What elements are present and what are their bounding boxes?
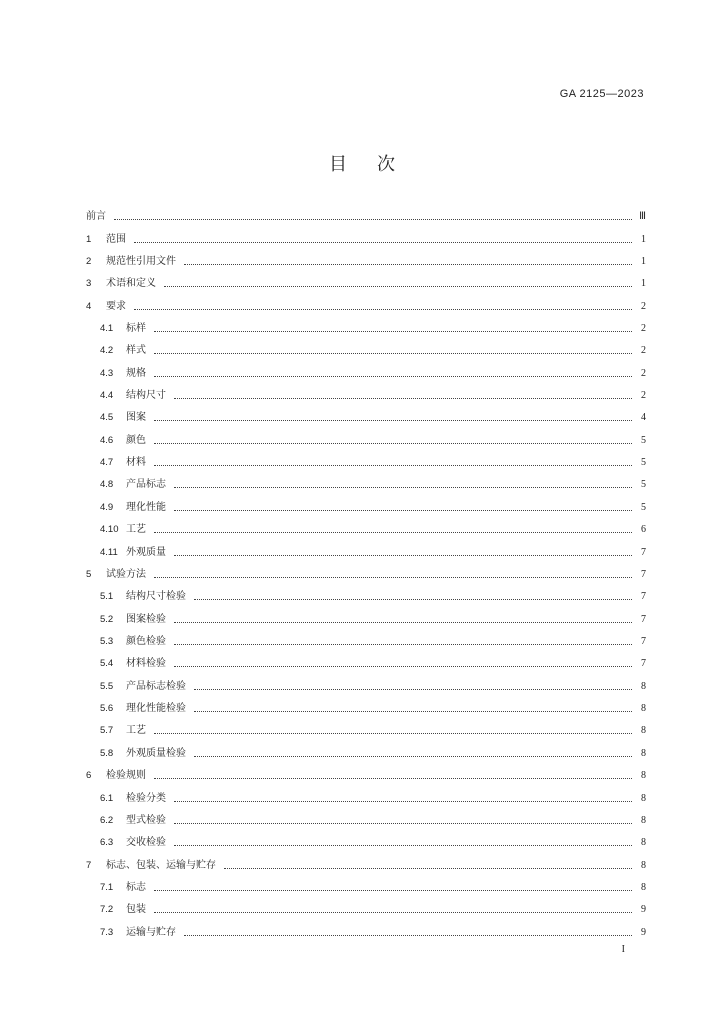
dot-leader (194, 688, 632, 690)
toc-entry-page: Ⅲ (639, 211, 646, 223)
dot-leader (154, 889, 632, 891)
dot-leader (154, 375, 632, 377)
toc-entry-number: 5.3 (100, 636, 114, 647)
toc-entry-title: 外观质量检验 (126, 747, 186, 759)
toc-entry-number: 5.4 (100, 658, 114, 670)
toc-entry-title: 型式检验 (126, 814, 166, 826)
toc-entry[interactable] (86, 854, 646, 876)
toc-entry[interactable] (86, 787, 646, 809)
toc-entry-number: 6.2 (100, 814, 114, 826)
dot-leader (184, 934, 632, 936)
toc-entry-title: 范围 (106, 233, 126, 245)
toc-entry[interactable] (86, 564, 646, 586)
dot-leader (154, 732, 632, 734)
toc-entry-number: 6.1 (100, 792, 114, 804)
dot-leader (174, 844, 632, 846)
toc-entry-page: 5 (641, 479, 646, 491)
toc-entry-title: 检验规则 (106, 770, 146, 782)
toc-entry[interactable] (86, 228, 646, 250)
dot-leader (154, 464, 632, 466)
dot-leader (184, 263, 632, 265)
toc-entry-number: 6.3 (100, 837, 114, 849)
toc-entry[interactable] (86, 385, 646, 407)
toc-entry[interactable] (86, 407, 646, 429)
toc-entry-title: 结构尺寸检验 (126, 591, 186, 603)
toc-entry[interactable] (86, 251, 646, 273)
toc-entry-page: 7 (641, 658, 646, 670)
toc-entry[interactable] (86, 497, 646, 519)
dot-leader (174, 621, 632, 623)
toc-entry-number: 4.11 (100, 546, 118, 558)
toc-entry-page: 2 (641, 345, 646, 357)
dot-leader (174, 643, 632, 645)
dot-leader (164, 285, 632, 287)
toc-entry-title: 材料 (126, 457, 146, 469)
toc-entry[interactable] (86, 922, 646, 944)
toc-entry[interactable] (86, 676, 646, 698)
toc-entry[interactable] (86, 340, 646, 362)
toc-entry-title: 颜色检验 (126, 636, 166, 647)
toc-entry-title: 标样 (126, 322, 146, 334)
toc-entry-number: 4.10 (100, 524, 119, 536)
toc-entry[interactable] (86, 743, 646, 765)
toc-entry-page: 8 (641, 814, 646, 826)
page-number: I (621, 944, 625, 955)
toc-entry[interactable] (86, 363, 646, 385)
dot-leader (174, 822, 632, 824)
dot-leader (224, 867, 632, 869)
toc-entry-title: 图案检验 (126, 613, 166, 625)
dot-leader (174, 554, 632, 556)
dot-leader (194, 598, 632, 600)
toc-entry[interactable] (86, 273, 646, 295)
toc-entry[interactable] (86, 295, 646, 317)
toc-entry-number: 4 (86, 300, 92, 312)
toc-entry-title: 试验方法 (106, 568, 146, 580)
dot-leader (174, 397, 632, 399)
dot-leader (154, 330, 632, 332)
toc-entry-number: 3 (86, 278, 92, 290)
toc-entry-title: 前言 (86, 211, 106, 223)
dot-leader (174, 665, 632, 667)
toc-entry-number: 4.2 (100, 345, 114, 357)
toc-entry-page: 8 (641, 792, 646, 804)
toc-entry-title: 标志 (126, 881, 146, 893)
toc-entry-page: 1 (641, 255, 646, 267)
toc-entry-page: 7 (641, 546, 646, 558)
toc-entry-title: 产品标志检验 (126, 680, 186, 692)
toc-entry[interactable] (86, 832, 646, 854)
toc-entry-page: 7 (641, 636, 646, 647)
toc-entry-title: 外观质量 (126, 546, 166, 558)
toc-entry[interactable] (86, 474, 646, 496)
toc-entry-number: 6 (86, 770, 92, 782)
toc-entry-title: 工艺 (126, 524, 146, 536)
toc-entry-number: 4.9 (100, 501, 114, 513)
toc-entry[interactable] (86, 899, 646, 921)
toc-entry-page: 5 (641, 457, 646, 469)
toc-entry-number: 5 (86, 568, 92, 580)
toc-entry-title: 包装 (126, 904, 146, 916)
toc-entry-number: 4.4 (100, 390, 114, 402)
toc-entry-title: 图案 (126, 412, 146, 424)
toc-entry[interactable] (86, 519, 646, 541)
toc-entry-title: 规格 (126, 367, 146, 379)
toc-entry-number: 5.7 (100, 725, 114, 737)
toc-entry-number: 7 (86, 859, 92, 871)
toc-entry-title: 颜色 (126, 434, 146, 446)
toc-entry-page: 7 (641, 613, 646, 625)
page-title: 目次 (329, 154, 425, 175)
toc-entry[interactable] (86, 765, 646, 787)
toc-entry-page: 7 (641, 568, 646, 580)
toc-entry[interactable] (86, 206, 646, 228)
toc-entry[interactable] (86, 452, 646, 474)
toc-entry-page: 8 (641, 837, 646, 849)
toc-entry-page: 2 (641, 300, 646, 312)
toc-entry-page: 5 (641, 501, 646, 513)
toc-entry-page: 7 (641, 591, 646, 603)
toc-entry[interactable] (86, 318, 646, 340)
toc-entry[interactable] (86, 877, 646, 899)
toc-entry-number: 2 (86, 255, 92, 267)
standard-code: GA 2125—2023 (559, 88, 644, 100)
toc-entry-title: 交收检验 (126, 837, 166, 849)
dot-leader (154, 352, 632, 354)
toc-entry-number: 5.5 (100, 680, 114, 692)
dot-leader (154, 531, 632, 533)
dot-leader (154, 777, 632, 779)
toc-entry[interactable] (86, 653, 646, 675)
toc-entry-number: 7.3 (100, 926, 114, 938)
toc-entry-title: 运输与贮存 (126, 926, 176, 938)
dot-leader (174, 800, 632, 802)
toc-entry-title: 理化性能检验 (126, 703, 186, 715)
dot-leader (134, 241, 632, 243)
toc-entry-page: 6 (641, 524, 646, 536)
toc-entry-page: 9 (641, 926, 646, 938)
dot-leader (154, 576, 632, 578)
toc-entry-title: 工艺 (126, 725, 146, 737)
toc-entry-page: 9 (641, 904, 646, 916)
toc-entry-title: 材料检验 (126, 658, 166, 670)
dot-leader (154, 419, 632, 421)
toc-entry-page: 1 (641, 278, 646, 290)
toc-entry[interactable] (86, 810, 646, 832)
toc-entry-title: 样式 (126, 345, 146, 357)
toc-entry-number: 7.2 (100, 904, 114, 916)
toc-entry-number: 4.7 (100, 457, 114, 469)
toc-entry-page: 2 (641, 367, 646, 379)
toc-entry-number: 5.1 (100, 591, 114, 603)
toc-entry-number: 4.1 (100, 322, 114, 334)
toc-entry[interactable] (86, 541, 646, 563)
toc-entry-number: 5.2 (100, 613, 114, 625)
toc-entry-title: 结构尺寸 (126, 390, 166, 402)
toc-entry-number: 4.5 (100, 412, 114, 424)
toc-entry-page: 4 (641, 412, 646, 424)
dot-leader (114, 218, 632, 220)
toc-entry-number: 5.6 (100, 703, 114, 715)
toc-entry-number: 1 (86, 233, 92, 245)
toc-entry-page: 8 (641, 859, 646, 871)
toc-entry-title: 标志、包装、运输与贮存 (106, 859, 216, 871)
table-of-contents (86, 206, 646, 944)
toc-entry-number: 4.6 (100, 434, 114, 446)
dot-leader (174, 509, 632, 511)
toc-entry-title: 要求 (106, 300, 126, 312)
toc-entry[interactable] (86, 586, 646, 608)
toc-entry[interactable] (86, 720, 646, 742)
toc-entry-number: 4.8 (100, 479, 114, 491)
dot-leader (194, 755, 632, 757)
toc-entry-title: 理化性能 (126, 501, 166, 513)
toc-entry-page: 8 (641, 770, 646, 782)
dot-leader (134, 308, 632, 310)
toc-entry-page: 1 (641, 233, 646, 245)
toc-entry-page: 2 (641, 390, 646, 402)
toc-entry[interactable] (86, 608, 646, 630)
dot-leader (194, 710, 632, 712)
toc-entry-title: 规范性引用文件 (106, 255, 176, 267)
dot-leader (154, 911, 632, 913)
toc-entry-number: 5.8 (100, 747, 114, 759)
toc-entry-page: 8 (641, 680, 646, 692)
toc-entry-number: 4.3 (100, 367, 114, 379)
dot-leader (174, 486, 632, 488)
toc-entry[interactable] (86, 430, 646, 452)
toc-entry-page: 2 (641, 322, 646, 334)
toc-entry[interactable] (86, 698, 646, 720)
toc-entry-page: 8 (641, 725, 646, 737)
toc-entry-title: 检验分类 (126, 792, 166, 804)
dot-leader (154, 442, 632, 444)
toc-entry-page: 8 (641, 703, 646, 715)
toc-entry-page: 5 (641, 434, 646, 446)
toc-entry-title: 术语和定义 (106, 278, 156, 290)
toc-entry[interactable] (86, 631, 646, 653)
toc-entry-page: 8 (641, 747, 646, 759)
toc-entry-page: 8 (641, 881, 646, 893)
toc-entry-number: 7.1 (100, 881, 114, 893)
toc-entry-title: 产品标志 (126, 479, 166, 491)
